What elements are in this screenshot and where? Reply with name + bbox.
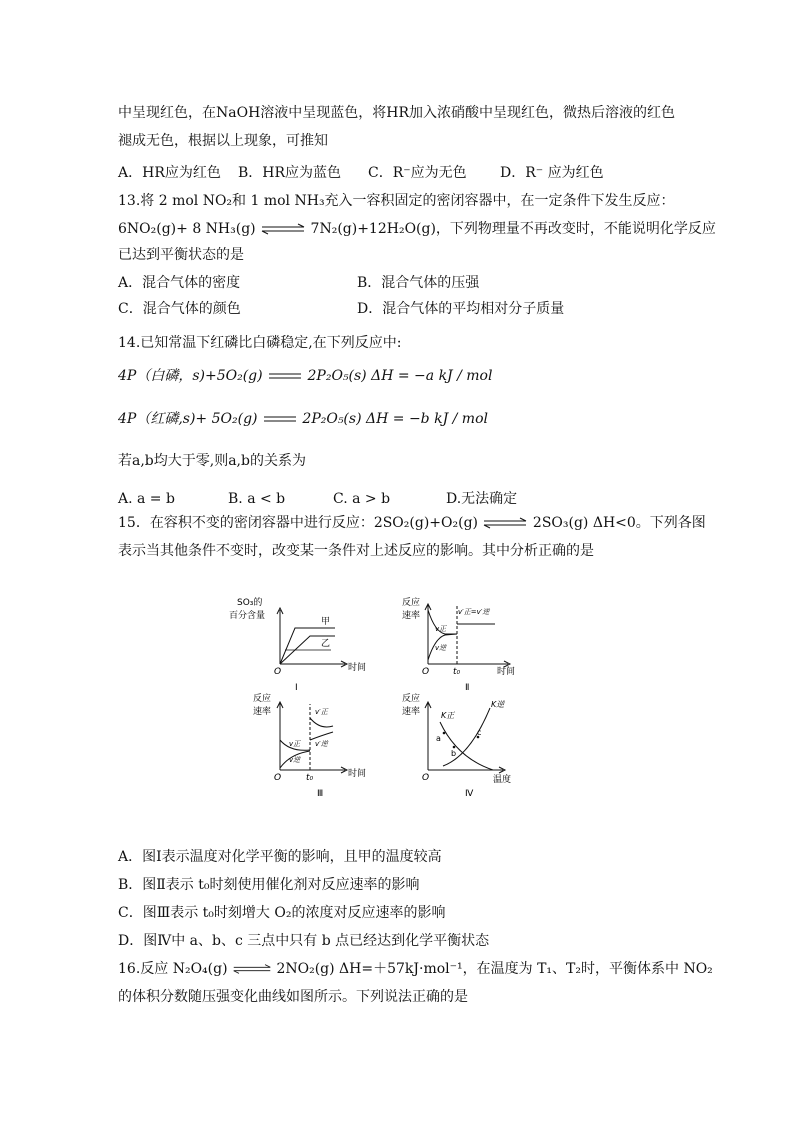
q13-stem-line3: 已达到平衡状态的是 bbox=[118, 247, 244, 263]
figure-2-caption: Ⅱ bbox=[465, 683, 470, 693]
q13-stem-line1: 13.将 2 mol NO₂和 1 mol NH₃充入一容积固定的密闭容器中，在一定条件下发生反应： bbox=[118, 193, 675, 209]
equilibrium-arrow-icon bbox=[260, 223, 306, 235]
figure-4-label-b: b bbox=[451, 749, 457, 758]
q14-stem: 14.已知常温下红磷比白磷稳定,在下列反应中: bbox=[118, 335, 402, 351]
q15-stem-line1 bbox=[118, 513, 706, 533]
figure-1-series-yi: 乙 bbox=[321, 639, 331, 649]
figure-1-origin: O bbox=[274, 667, 282, 677]
q12-stem-line2: 褪成无色，根据以上现象，可推知 bbox=[118, 133, 328, 149]
equilibrium-arrow-icon bbox=[232, 963, 272, 975]
figure-1-series-jia: 甲 bbox=[321, 617, 331, 627]
figure-2-xlabel: 时间 bbox=[497, 667, 516, 677]
figure-3-v-rev-label: v逆 bbox=[289, 756, 301, 764]
q13-option-a: A．混合气体的密度 bbox=[118, 275, 241, 291]
figure-2-v-fwd-label: v正 bbox=[435, 625, 447, 633]
equilibrium-arrow-icon bbox=[482, 517, 528, 529]
figure-4-label-a: a bbox=[436, 734, 441, 743]
q12-option-a: A．HR应为红色 bbox=[118, 165, 221, 181]
q16-stem-line1-left: 16.反应 N₂O₄(g) bbox=[118, 961, 228, 977]
q14-condition: 若a,b均大于零,则a,b的关系为 bbox=[118, 453, 306, 469]
figure-4-ylabel-1: 反应 bbox=[402, 694, 421, 704]
q12-option-b: B．HR应为蓝色 bbox=[238, 165, 342, 181]
figure-2-origin: O bbox=[422, 667, 430, 677]
figure-4-k-rev-label: K逆 bbox=[491, 700, 505, 709]
figure-3-v-rev2-curve bbox=[310, 732, 333, 740]
figure-3-xlabel: 时间 bbox=[348, 769, 367, 779]
figure-2-t0: t₀ bbox=[453, 667, 461, 677]
q14-equation-2-left: 4P（红磷,s)+ 5O₂(g) bbox=[118, 411, 258, 427]
figure-1-ylabel-2: 百分含量 bbox=[229, 611, 266, 621]
figure-4-point-a bbox=[443, 732, 446, 735]
figure-3-v-fwd2-label: v′正 bbox=[315, 708, 328, 716]
figure-3 bbox=[253, 692, 366, 799]
figure-1-ylabel-1: SO₃的 bbox=[237, 598, 263, 608]
q14-equation-1-left: 4P（白磷，s)+5O₂(g) bbox=[118, 368, 263, 384]
q15-figures bbox=[225, 590, 545, 800]
figure-2-v-rev-label: v逆 bbox=[435, 644, 447, 652]
equals-arrow-icon bbox=[267, 371, 303, 381]
q12-option-d: D．R⁻ 应为红色 bbox=[500, 165, 604, 181]
figure-3-v-fwd2-curve bbox=[310, 718, 333, 727]
figure-3-ylabel-1: 反应 bbox=[253, 694, 272, 704]
figure-3-t0: t₀ bbox=[306, 773, 314, 783]
figure-4-k-fwd-label: K正 bbox=[441, 711, 455, 720]
figure-4 bbox=[402, 692, 511, 799]
q14-option-c: C. a > b bbox=[333, 491, 391, 507]
q16-stem-line1-right: 2NO₂(g) ΔH=＋57kJ·mol⁻¹，在温度为 T₁、T₂时，平衡体系中 NO₂ bbox=[276, 961, 713, 977]
figure-4-label-c: c bbox=[477, 728, 482, 737]
q15-stem-line1-left: 15．在容积不变的密闭容器中进行反应：2SO₂(g)+O₂(g) bbox=[118, 515, 478, 531]
q12-stem-line1: 中呈现红色，在NaOH溶液中呈现蓝色，将HR加入浓硝酸中呈现红色，微热后溶液的红色 bbox=[118, 105, 676, 121]
figure-4-caption: Ⅳ bbox=[465, 789, 474, 799]
q12-option-c: C．R⁻应为无色 bbox=[368, 165, 467, 181]
figure-3-v-rev2-label: v′逆 bbox=[315, 740, 328, 748]
figure-1-xlabel: 时间 bbox=[348, 663, 367, 673]
q15-stem-line1-right: 2SO₃(g) ΔH<0。下列各图 bbox=[532, 515, 706, 531]
q15-option-b: B．图Ⅱ表示 t₀时刻使用催化剂对反应速率的影响 bbox=[118, 877, 420, 893]
q15-option-d: D．图Ⅳ中 a、b、c 三点中只有 b 点已经达到化学平衡状态 bbox=[118, 933, 490, 949]
q14-equation-2-right: 2P₂O₅(s) ΔH = −b kJ / mol bbox=[302, 411, 488, 427]
q13-option-b: B．混合气体的压强 bbox=[357, 275, 480, 291]
q13-equation-line bbox=[118, 219, 716, 239]
q14-equation-1 bbox=[118, 366, 492, 386]
figure-2 bbox=[402, 596, 515, 693]
figure-4-xlabel: 温度 bbox=[493, 775, 512, 785]
figure-4-point-b bbox=[453, 746, 456, 749]
q13-equation-left: 6NO₂(g)+ 8 NH₃(g) bbox=[118, 221, 256, 237]
figure-3-caption: Ⅲ bbox=[317, 789, 324, 799]
figure-4-ylabel-2: 速率 bbox=[402, 707, 421, 717]
figure-3-ylabel-2: 速率 bbox=[253, 707, 272, 717]
equals-arrow-icon bbox=[262, 414, 298, 424]
q14-equation-1-right: 2P₂O₅(s) ΔH = −a kJ / mol bbox=[307, 368, 493, 384]
figure-2-ylabel-1: 反应 bbox=[402, 598, 421, 608]
q16-stem-line2: 的体积分数随压强变化曲线如图所示。下列说法正确的是 bbox=[118, 989, 468, 1005]
figure-4-origin: O bbox=[422, 773, 430, 783]
q16-stem-line1 bbox=[118, 959, 713, 979]
figure-1-caption: Ⅰ bbox=[295, 683, 298, 693]
figure-2-v-eq-label: v′正=v′逆 bbox=[458, 608, 490, 616]
q15-option-c: C．图Ⅲ表示 t₀时刻增大 O₂的浓度对反应速率的影响 bbox=[118, 905, 446, 921]
figure-3-origin: O bbox=[274, 773, 282, 783]
q14-option-b: B. a < b bbox=[228, 491, 286, 507]
figure-2-ylabel-2: 速率 bbox=[402, 611, 421, 621]
q14-option-d: D.无法确定 bbox=[446, 491, 518, 507]
q13-option-c: C．混合气体的颜色 bbox=[118, 301, 241, 317]
q14-option-a: A. a = b bbox=[118, 491, 175, 507]
q14-equation-2 bbox=[118, 409, 488, 429]
q15-option-a: A．图Ⅰ表示温度对化学平衡的影响，且甲的温度较高 bbox=[118, 849, 442, 865]
q13-equation-right: 7N₂(g)+12H₂O(g)，下列物理量不再改变时，不能说明化学反应 bbox=[310, 221, 716, 237]
q15-stem-line2: 表示当其他条件不变时，改变某一条件对上述反应的影响。其中分析正确的是 bbox=[118, 543, 594, 559]
q13-option-d: D．混合气体的平均相对分子质量 bbox=[357, 301, 565, 317]
figure-3-v-fwd-label: v正 bbox=[289, 740, 301, 748]
figure-1 bbox=[229, 596, 366, 693]
figure-4-k-fwd-curve bbox=[440, 722, 493, 770]
